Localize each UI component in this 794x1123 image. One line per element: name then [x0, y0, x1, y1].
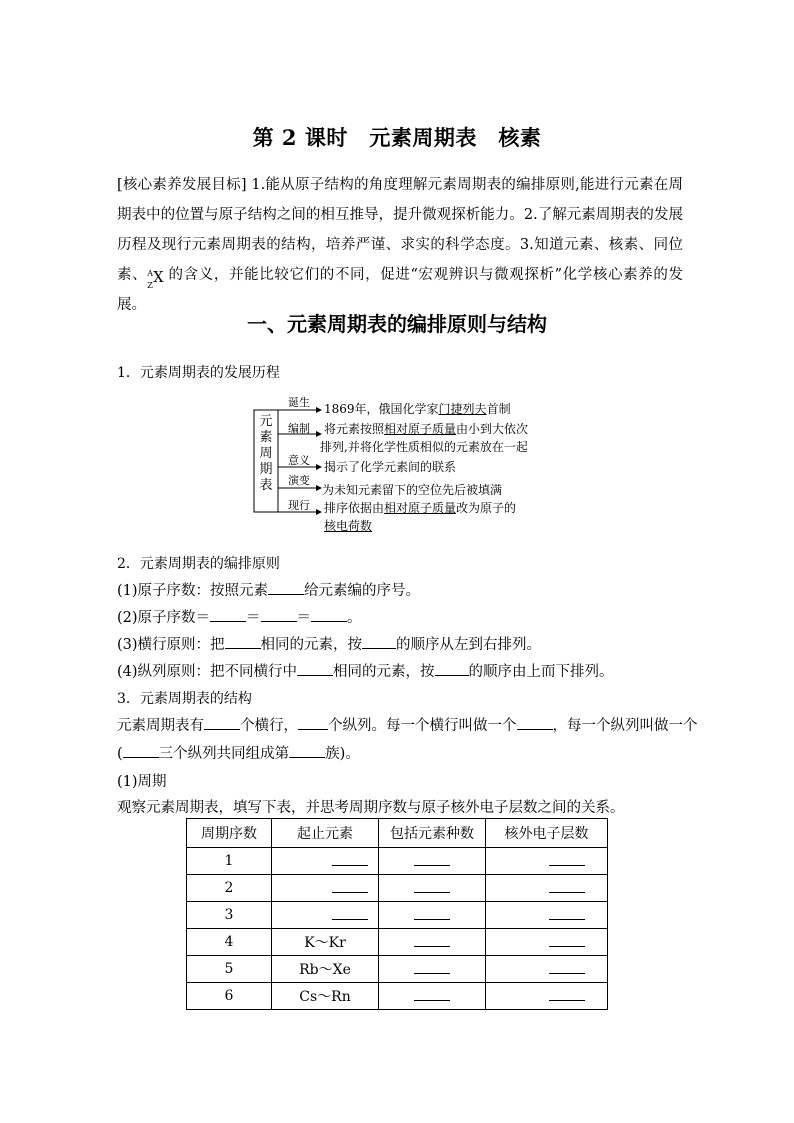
branch-text-part: 首制: [486, 402, 511, 416]
count-cell: [379, 956, 486, 983]
branch-label-evolution: 演变: [288, 474, 310, 487]
fill-blank[interactable]: [332, 880, 368, 893]
range-cell: Cs～Rn: [272, 983, 379, 1010]
fill-blank[interactable]: [289, 743, 325, 758]
text: (1)原子序数：按照元素: [117, 583, 269, 599]
goals-text-2: 的含义，并能比较它们的不同，促进“宏观辨识与微观探析”化学核心素养的发展。: [117, 267, 683, 313]
fill-blank[interactable]: [549, 853, 585, 866]
branch-text-part: 将元素按照: [324, 422, 385, 436]
text: ＝: [246, 610, 261, 626]
fill-blank[interactable]: [549, 988, 585, 1001]
text: 。: [347, 610, 362, 626]
branch-text-evolution: 为未知元素留下的空位先后被填满: [322, 483, 503, 497]
fill-blank[interactable]: [517, 715, 553, 730]
table-header: 周期序数: [187, 819, 272, 848]
vertical-char: 元: [259, 414, 273, 429]
goals-lead: [核心素养发展目标]: [117, 177, 247, 193]
text: 的顺序由上而下排列。: [468, 664, 614, 680]
lesson-title: 第 2 课时 元素周期表 核素: [252, 125, 542, 150]
fill-blank[interactable]: [225, 634, 261, 649]
vertical-char: 表: [259, 478, 273, 493]
shell-cell: [486, 848, 608, 875]
fill-blank[interactable]: [362, 634, 396, 649]
branch-text-compile-1: [324, 420, 528, 437]
s3-heading: 3．元素周期表的结构: [117, 691, 252, 707]
vertical-char: 素: [259, 430, 273, 445]
period-cell: 6: [187, 983, 272, 1010]
shell-cell: [486, 956, 608, 983]
branch-label-current: 现行: [288, 499, 310, 512]
text: 族)。: [325, 746, 360, 762]
shell-cell: [486, 875, 608, 902]
nuclide-symbol: [147, 265, 164, 290]
s3-p2: [117, 742, 360, 763]
range-cell: Rb～Xe: [272, 956, 379, 983]
table-row: [187, 902, 608, 929]
count-cell: [379, 902, 486, 929]
history-diagram: [250, 392, 560, 534]
s3-intro: 观察元素周期表，填写下表，并思考周期序数与原子核外电子层数之间的关系。: [117, 800, 625, 816]
period-table: [186, 818, 608, 1010]
branch-label-meaning: 意义: [288, 454, 310, 467]
branch-text-meaning: 揭示了化学元素间的联系: [324, 460, 457, 474]
fill-blank[interactable]: [435, 661, 469, 676]
text: 相同的元素，按: [333, 664, 435, 680]
fill-blank[interactable]: [414, 880, 450, 893]
branch-text-underlined: 门捷列夫: [438, 402, 487, 416]
branch-text-part: 由小到大依次: [456, 422, 529, 436]
text: 元素周期表有: [117, 718, 204, 734]
text: 个横行，: [240, 718, 298, 734]
s2-p1: [117, 579, 420, 600]
period-cell: 3: [187, 902, 272, 929]
range-cell: [272, 902, 379, 929]
count-cell: [379, 848, 486, 875]
branch-text-underlined: 相对原子质量: [384, 501, 457, 515]
diagram-vertical-label: [258, 414, 274, 494]
table-row: [187, 983, 608, 1010]
s2-heading: 2．元素周期表的编排原则: [117, 556, 280, 572]
branch-label-compile: 编制: [288, 422, 310, 435]
table-header: 核外电子层数: [486, 819, 608, 848]
range-cell: K～Kr: [272, 929, 379, 956]
s1-heading: 1．元素周期表的发展历程: [117, 365, 280, 381]
fill-blank[interactable]: [332, 853, 368, 866]
branch-text-underlined: 相对原子质量: [384, 422, 457, 436]
branch-text-part: 排序依据由: [324, 501, 385, 515]
branch-text-underlined: 核电荷数: [324, 519, 373, 533]
count-cell: [379, 983, 486, 1010]
section-heading: 一、元素周期表的编排原则与结构: [247, 312, 547, 336]
count-cell: [379, 875, 486, 902]
fill-blank[interactable]: [332, 907, 368, 920]
nuclide-atomic-number: Z: [147, 281, 153, 290]
goals-text-1: 1.能从原子结构的角度理解元素周期表的编排原则,能进行元素在周期表中的位置与原子结构之间的相互推导，提升微观探析能力。2.了解元素周期表的发展历程及现行元素周期表的结构，培养严谨、求实的科学态度。3.知道元素、核素、同位素、: [117, 177, 683, 283]
s2-p3: [117, 633, 541, 654]
branch-text-compile-2: 排列,并将化学性质相似的元素放在一起: [320, 440, 528, 454]
table-header: 包括元素种数: [379, 819, 486, 848]
fill-blank[interactable]: [549, 880, 585, 893]
fill-blank[interactable]: [311, 607, 347, 622]
table-row: [187, 929, 608, 956]
branch-text-part: 1869年，俄国化学家: [324, 402, 439, 416]
s2-p4: [117, 660, 614, 681]
text: ＝: [296, 610, 312, 626]
range-cell: [272, 875, 379, 902]
fill-blank[interactable]: [261, 607, 297, 622]
count-cell: [379, 929, 486, 956]
nuclide-mass-number: A: [147, 269, 154, 278]
fill-blank[interactable]: [549, 934, 585, 947]
fill-blank[interactable]: [123, 743, 159, 758]
fill-blank[interactable]: [204, 715, 240, 730]
text: (4)纵列原则：把不同横行中: [117, 664, 298, 680]
branch-label-birth: 诞生: [288, 396, 310, 409]
fill-blank[interactable]: [414, 934, 450, 947]
table-header-row: [187, 819, 608, 848]
s3-sub-period: (1)周期: [117, 774, 167, 790]
fill-blank[interactable]: [210, 607, 246, 622]
fill-blank[interactable]: [298, 715, 328, 730]
fill-blank[interactable]: [414, 853, 450, 866]
table-row: [187, 875, 608, 902]
branch-text-birth: [324, 400, 511, 417]
table-row: [187, 956, 608, 983]
shell-cell: [486, 983, 608, 1010]
period-cell: 4: [187, 929, 272, 956]
text: 给元素编的序号。: [304, 583, 421, 599]
text: 个纵列。每一个横行叫做一个: [328, 718, 517, 734]
nuclide-element: X: [153, 270, 164, 286]
period-cell: 1: [187, 848, 272, 875]
shell-cell: [486, 929, 608, 956]
text: (: [117, 746, 123, 762]
period-cell: 2: [187, 875, 272, 902]
fill-blank[interactable]: [414, 988, 450, 1001]
vertical-char: 周: [259, 446, 273, 461]
text: ，每一个纵列叫做一个: [552, 718, 698, 734]
fill-blank[interactable]: [549, 907, 585, 920]
table-row: [187, 848, 608, 875]
range-cell: [272, 848, 379, 875]
fill-blank[interactable]: [414, 907, 450, 920]
branch-text-current-1: [324, 499, 516, 516]
text: 三个纵列共同组成第: [158, 746, 290, 762]
fill-blank[interactable]: [549, 961, 585, 974]
text: 的顺序从左到右排列。: [396, 637, 542, 653]
text: (2)原子序数＝: [117, 610, 211, 626]
branch-text-part: 改为原子的: [456, 501, 517, 515]
fill-blank[interactable]: [268, 580, 304, 595]
fill-blank[interactable]: [297, 661, 333, 676]
shell-cell: [486, 902, 608, 929]
text: (3)横行原则：把: [117, 637, 225, 653]
s3-p1: [117, 714, 698, 735]
text: 相同的元素，按: [260, 637, 363, 653]
fill-blank[interactable]: [414, 961, 450, 974]
core-goals-paragraph: [117, 170, 683, 320]
vertical-char: 期: [259, 462, 273, 477]
period-cell: 5: [187, 956, 272, 983]
s2-p2: [117, 606, 362, 627]
branch-text-current-2: [324, 517, 372, 534]
table-header: 起止元素: [272, 819, 379, 848]
